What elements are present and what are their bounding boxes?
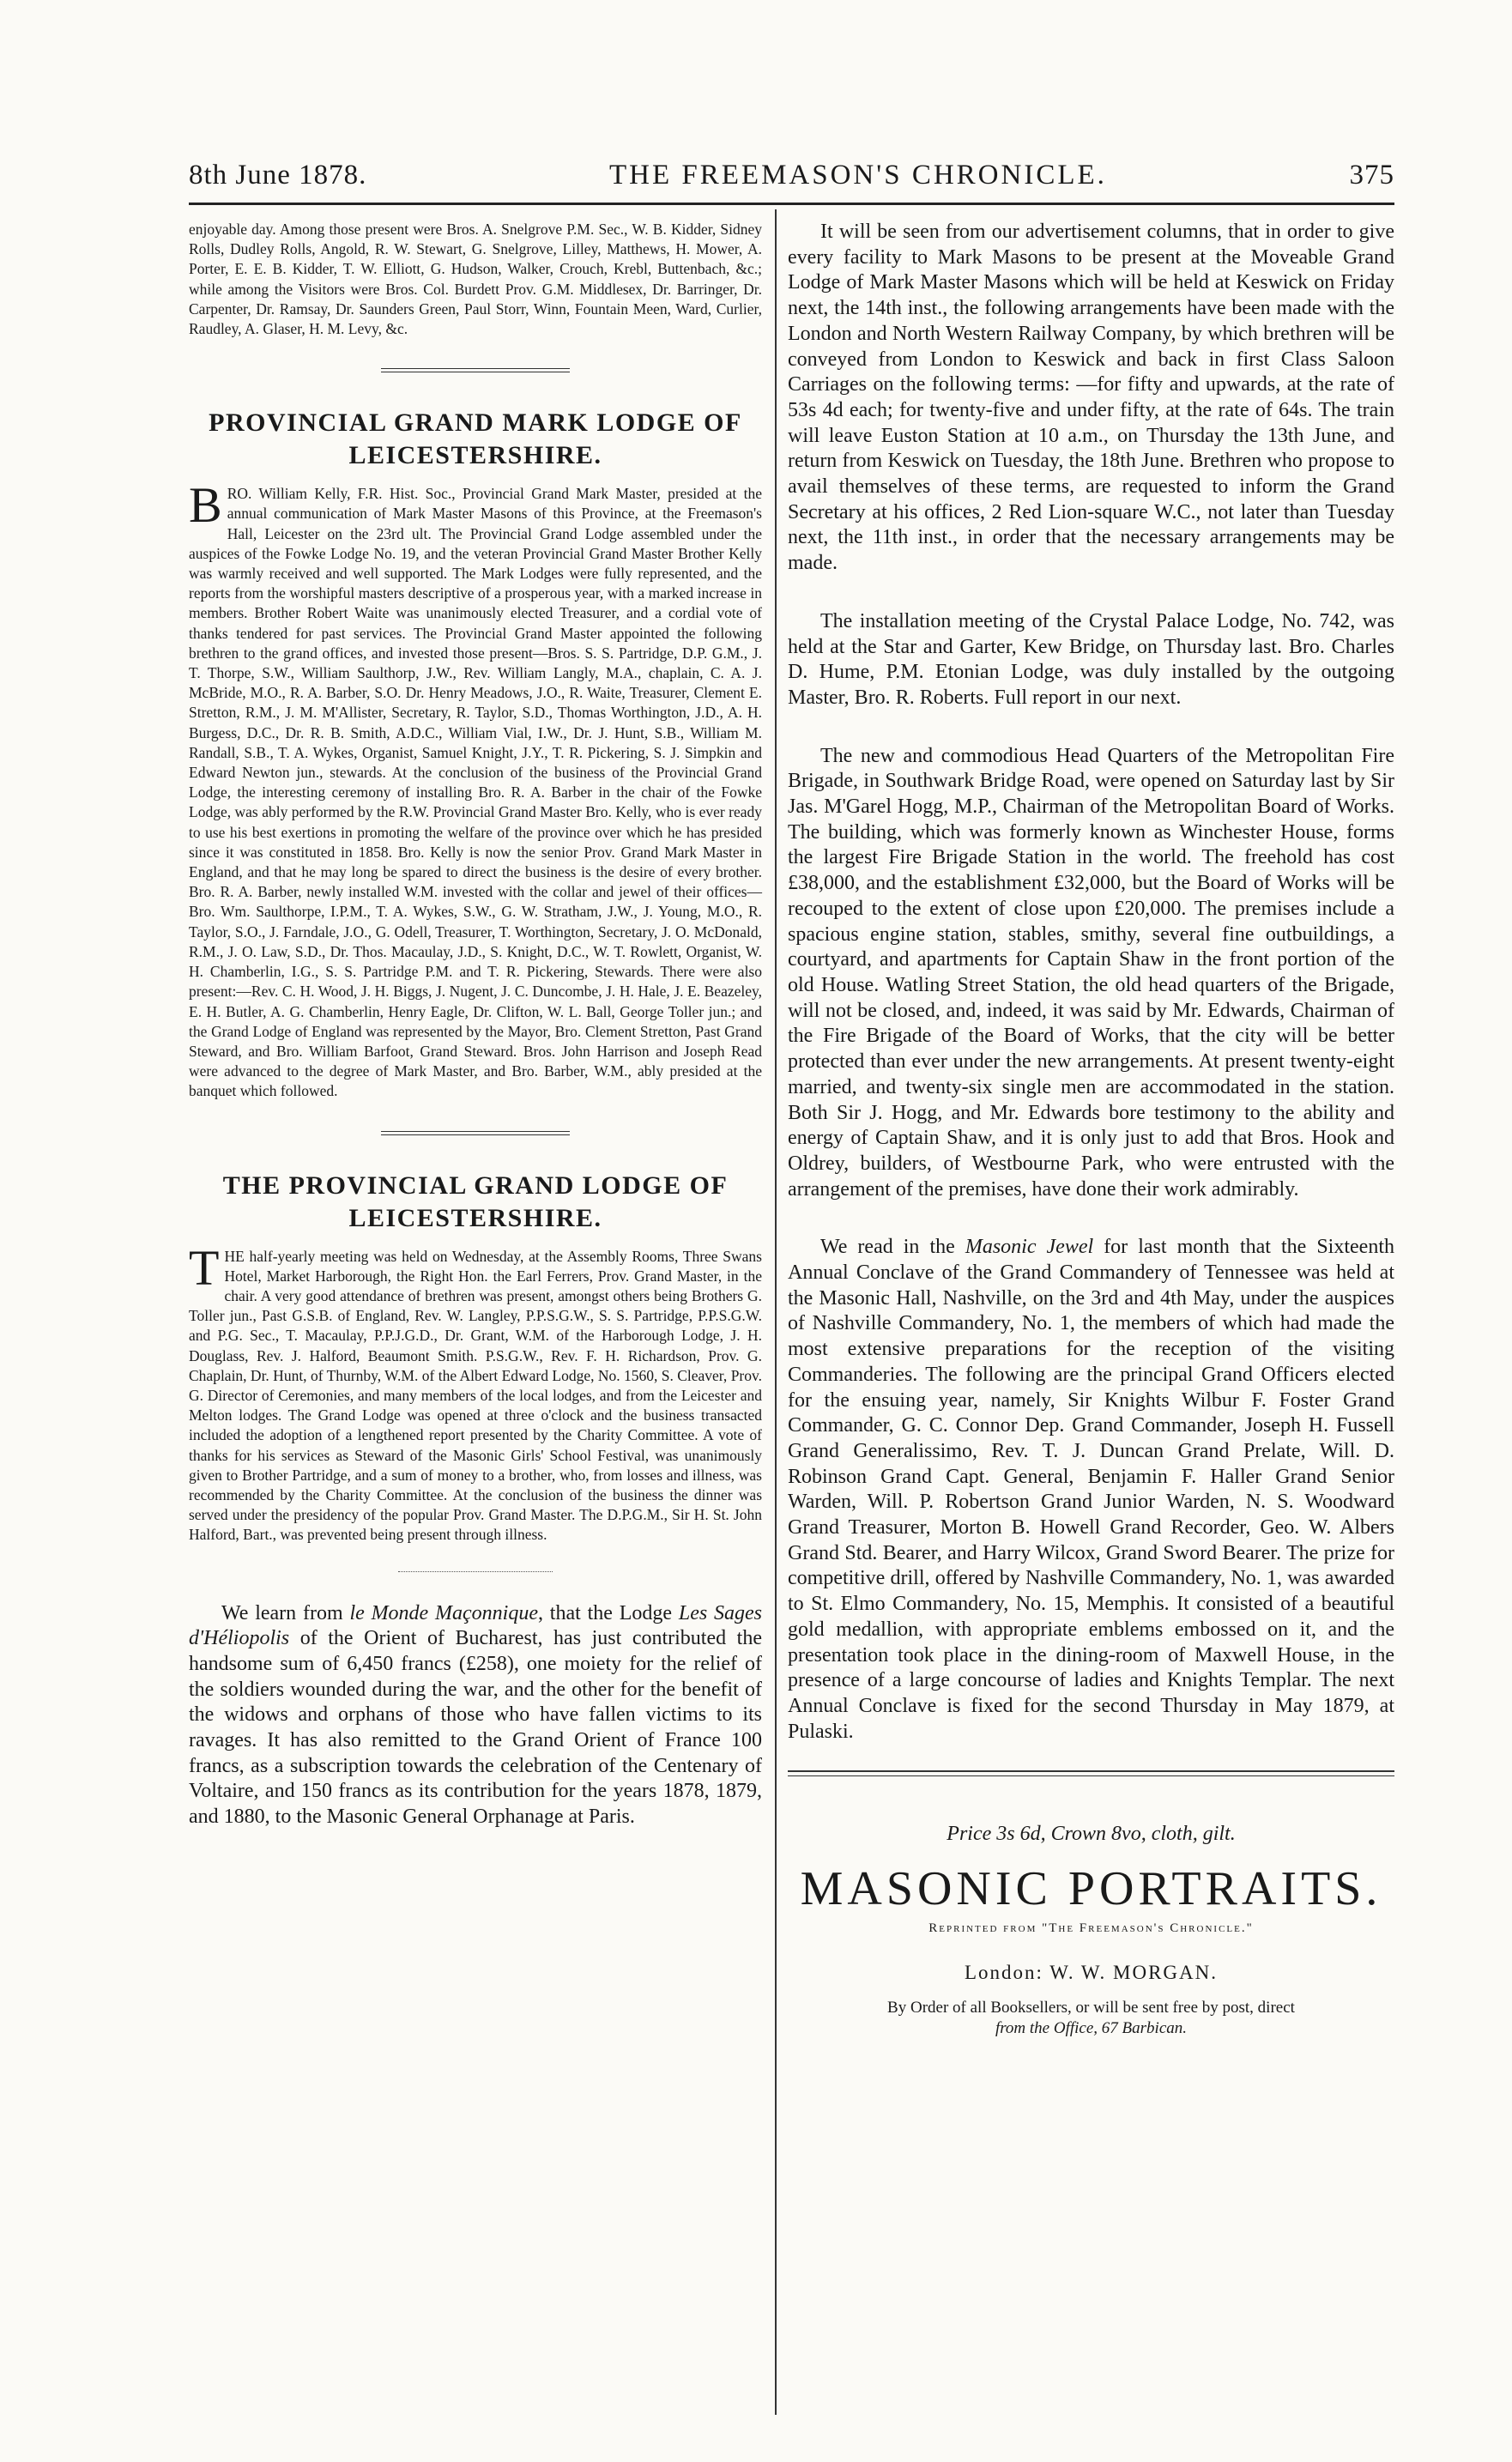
page-header (189, 160, 1394, 203)
section-rule (381, 1131, 570, 1135)
section-rule (381, 368, 570, 372)
ad-order-line: from the Office, 67 Barbican. (995, 2019, 1188, 2038)
issue-date: 8th June 1878. (189, 160, 367, 191)
ad-publisher: London: W. W. MORGAN. (964, 1962, 1219, 1984)
column-divider (775, 209, 777, 2415)
ad-title: MASONIC PORTRAITS. (800, 1862, 1382, 1916)
lodge-name: Les Sages d'Héliopolis (189, 1601, 763, 1650)
advert-rule (788, 1775, 1394, 1776)
drop-cap: B (189, 477, 222, 534)
text-run: We learn from (221, 1601, 350, 1624)
drop-cap: T (189, 1239, 220, 1296)
ad-order-line: By Order of all Booksellers, or will be sent free by post, direct (887, 1999, 1295, 2017)
tennessee-conclave-paragraph (788, 1235, 1394, 1745)
text-run: , that the Lodge (538, 1601, 679, 1624)
advert-rule (788, 1770, 1394, 1772)
mark-lodge-body: RO. William Kelly, F.R. Hist. Soc., Provincial Grand Mark Master, presided at the annual communication of Mark Master Masons of this Province, at the Freemason's Hall, Leicester on the 23rd ult. The Provincial Grand Lodge assembled under the auspices of the Fowke Lodge No. 19, and the veteran Provincial Grand Master Brother Kelly was warmly received and well supported. The Mark Lodges were fully represented, and the reports from the worshipful masters descriptive of a prosperous year, with a marked increase in members. Brother Robert Waite was unanimously elected Treasurer, and a cordial vote of thanks tendered for past services. The Provincial Grand Master appointed the following brethren to the grand offices, and invested those present—Bros. S. S. Partridge, D.P. G.M., J. T. Thorpe, S.W., William Saulthorp, J.W., Rev. William Langly, M.A., chaplain, C. A. J. McBride, M.O., R. A. Barber, S.O. Dr. Henry Meadows, J.O., R. Waite, Treasurer, Clement E. Stretton, R.M., J. M. M'Allister, Secretary, R. Taylor, S.D., Thomas Worthington, J.D., A. H. Burgess, D.C., Dr. R. B. Smith, A.D.C., William Vial, I.W., Dr. J. Hunt, S.B., William M. Randall, S.B., T. A. Wykes, Organist, Samuel Knight, J.Y., T. R. Pickering, S. J. Simpkin and Edward Newton jun., stewards. At the conclusion of the business of the Provincial Grand Lodge, the interesting ceremony of installing Bro. R. A. Barber in the chair of the Fowke Lodge, was ably performed by the R.W. Provincial Grand Master Bro. Kelly, who is ever ready to use his best exertions in promoting the welfare of the province over which he has presided since it was constituted in 1858. Bro. Kelly is now the senior Prov. Grand Mark Master in England, and that he may long be spared to direct the business is the desire of every brother. Bro. R. A. Barber, newly installed W.M. invested with the collar and jewel of their offices—Bro. Wm. Saulthorpe, I.P.M., T. A. Wykes, S.W., G. W. Stratham, J.W., J. Young, M.O., R. Taylor, S.O., J. Farndale, J.O., G. Odell, Treasurer, T. Worthington, Secretary, J. O. McDonald, R.M., J. O. Law, S.D., Dr. Thos. Macaulay, J.D., S. Knight, D.C., W. T. Rowlett, Organist, W. H. Chamberlin, I.G., S. S. Partridge P.M. and T. R. Pickering, Stewards. There were also present:—Rev. C. H. Wood, J. H. Biggs, J. Nugent, J. C. Duncombe, J. H. Hale, J. E. Beazeley, E. H. Butler, A. G. Chamberlin, Henry Eagle, Dr. Clifton, W. L. Ball, George Toller jun.; and the Grand Lodge of England was represented by the Mayor, Bro. Clement Stretton, Past Grand Steward, and Bro. William Barfoot, Grand Steward. Bros. John Harrison and Joseph Read were advanced to the degree of Mark Master, and Bro. Barber, W.M., ably presided at the banquet which followed. (189, 485, 762, 1100)
provincial-lodge-body: HE half-yearly meeting was held on Wednesday, at the Assembly Rooms, Three Swans Hotel, Market Harborough, the Right Hon. the Earl Ferrers, Prov. Grand Master, in the chair. A very good attendance of brethren was present, amongst others being Brothers G. Toller jun., Past G.S.B. of England, Rev. W. Langley, P.P.S.G.W., S. S. Partridge, P.P.S.G.W. and P.G. Sec., T. Macaulay, P.P.J.G.D., Dr. Grant, W.M. of the Harborough Lodge, J. H. Douglass, Rev. J. Halford, Beaumont Smith. P.S.G.W., Rev. F. H. Richardson, Prov. G. Chaplain, Dr. Hunt, of Thurnby, W.M. of the Albert Edward Lodge, No. 1560, S. Cleaver, Prov. G. Director of Ceremonies, and many members of the local lodges, and from the Leicester and Melton lodges. The Grand Lodge was opened at three o'clock and the business transacted included the adoption of a lengthened report presented by the Charity Committee. A vote of thanks for his services as Steward of the Masonic Girls' School Festival, was unanimously given to Brother Partridge, and a sum of money to a brother, who, from losses and illness, was recommended by the Charity Committee. At the conclusion of the business the dinner was served under the presidency of the popular Prov. Grand Master. The D.P.G.M., Sir H. St. John Halford, Bart., was prevented being present through illness. (189, 1247, 762, 1544)
provincial-lodge-article (189, 1239, 762, 1546)
left-column (189, 220, 762, 1830)
text-run: of the Orient of Bucharest, has just contributed the handsome sum of 6,450 francs (£258), one moiety for the relief of the soldiers wounded during the war, and the other for the benefit of the widows and orphans of those who have fallen victims to its ravages. It has also remitted to the Grand Orient of France 100 francs, as a subscription towards the celebration of the Centenary of Voltaire, and 150 francs as its contribution for the years 1878, 1879, and 1880, to the Masonic General Orphanage at Paris. (189, 1627, 762, 1829)
fire-brigade-paragraph: The new and commodious Head Quarters of the Metropolitan Fire Brigade, in Southwark Bridge Road, were opened on Saturday last by Sir Jas. M'Garel Hogg, M.P., Chairman of the Metropolitan Board of Works. The building, which was formerly known as Winchester House, forms the largest Fire Brigade Station in the world. The freehold has cost £38,000, and the establishment £32,000, but the Board of Works will be recouped to the extent of close upon £20,000. The premises include a spacious engine station, stables, smithy, several fine outbuildings, a courtyard, and apartments for Captain Shaw in the front portion of the old House. Watling Street Station, the old head quarters of the Brigade, will not be closed, and, indeed, it was said by Mr. Edwards, Chairman of the Fire Brigade of the Board of Works, that the city will be better protected than ever under the new arrangements. At present twenty-eight married, and twenty-six single men are accommodated in the station. Both Sir J. Hogg, and Mr. Edwards bore testimony to the ability and energy of Captain Shaw, and it is only just to add that Bros. Hook and Oldrey, builders, of Westbourne Park, who were entrusted with the arrangement of the premises, have done their work admirably. (788, 744, 1394, 1201)
ad-price: Price 3s 6d, Crown 8vo, cloth, gilt. (947, 1823, 1236, 1846)
page-number: 375 (1349, 160, 1394, 191)
ad-order-note (788, 1998, 1394, 2039)
ad-reprint-note: Reprinted from "The Freemason's Chronicle." (928, 1921, 1254, 1936)
spacer (788, 711, 1394, 744)
book-advertisement (788, 1823, 1394, 2039)
bucharest-lodge-paragraph (189, 1601, 762, 1830)
crystal-palace-paragraph: The installation meeting of the Crystal Palace Lodge, No. 742, was held at the Star and Garter, Kew Bridge, on Thursday last. Bro. Charles D. Hume, P.M. Etonian Lodge, was duly installed by the outgoing Master, Bro. R. Roberts. Full report in our next. (788, 609, 1394, 709)
journal-title: le Monde Maçonnique (349, 1601, 538, 1624)
publication-title: THE FREEMASON'S CHRONICLE. (609, 160, 1107, 191)
text-run: for last month that the Sixteenth Annual Conclave of the Grand Commandery of Tennessee was held at the Masonic Hall, Nashville, on the 3rd and 4th May, under the auspices of Nashville Commandery, No. 1, the members of which had made the most extensive preparations for the reception of the visiting Commanderies. The following are the principal Grand Officers elected for the ensuing year, namely, Sir Knights Wilbur F. Foster Grand Commander, G. C. Connor Dep. Grand Commander, Joseph H. Fussell Grand Generalissimo, Rev. T. J. Duncan Grand Prelate, Will. D. Robinson Grand Capt. General, Benjamin F. Haller Grand Senior Warden, Will. P. Robertson Grand Junior Warden, N. S. Woodward Grand Treasurer, Morton B. Howell Grand Recorder, Geo. W. Albers Grand Std. Bearer, and Harry Wilcox, Grand Sword Bearer. The prize for competitive drill, offered by Nashville Commandery, No. 1, was awarded to St. Elmo Commandery, No. 15, Memphis. It consisted of a beautiful gold medallion, with appropriate emblems embossed on it, and the presentation took place in the dining-room of Maxwell House, in the presence of a large concourse of ladies and Knights Templar. The next Annual Conclave is fixed for the second Thursday in May 1879, at Pulaski. (788, 1236, 1394, 1743)
mark-lodge-article (189, 477, 762, 1101)
keswick-paragraph: It will be seen from our advertisement columns, that in order to give every facility to Mark Masons to be present at the Moveable Grand Lodge of Mark Master Masons which will be held at Keswick on Friday next, the 14th inst., the following arrangements have been made with the London and North Western Railway Company, by which brethren will be conveyed from London to Keswick and back in first Class Saloon Carriages on the following terms: —for fifty and upwards, at the rate of 53s 4d each; for twenty-five and under fifty, at the rate of 64s. The train will leave Euston Station at 10 a.m., on Thursday the 13th June, and return from Keswick on Tuesday, the 18th June. Brethren who propose to avail themselves of these terms, are requested to inform the Grand Secretary at his offices, 2 Red Lion-square W.C., not later than Tuesday next, the 11th inst., in order that the necessary arrangements may be made. (788, 221, 1394, 575)
journal-title: Masonic Jewel (965, 1236, 1094, 1259)
dotted-rule (398, 1571, 553, 1572)
lodge-attendees-paragraph: enjoyable day. Among those present were Bros. A. Snelgrove P.M. Sec., W. B. Kidder, Sidney Rolls, Dudley Rolls, Angold, R. W. Stewart, G. Snelgrove, Lilley, Matthews, H. Mower, A. Porter, E. E. B. Kidder, T. W. Elliott, G. Hudson, Walker, Crouch, Krebl, Buttenbach, &c.; while among the Visitors were Bros. Col. Burdett Prov. G.M. Middlesex, Dr. Barringer, Dr. Carpenter, Dr. Ramsay, Dr. Saunders Green, Paul Storr, Winn, Fountain Meen, Ward, Curlier, Raudley, A. Glaser, H. M. Levy, &c. (189, 221, 762, 338)
right-column (788, 220, 1394, 2039)
text-run: We read in the (820, 1236, 965, 1259)
spacer (788, 1202, 1394, 1235)
provincial-lodge-heading: THE PROVINCIAL GRAND LODGE OF LEICESTERSHIRE. (222, 1171, 729, 1232)
header-rule (189, 203, 1394, 205)
mark-lodge-heading: PROVINCIAL GRAND MARK LODGE OF LEICESTERSHIRE. (209, 408, 742, 470)
spacer (788, 577, 1394, 609)
